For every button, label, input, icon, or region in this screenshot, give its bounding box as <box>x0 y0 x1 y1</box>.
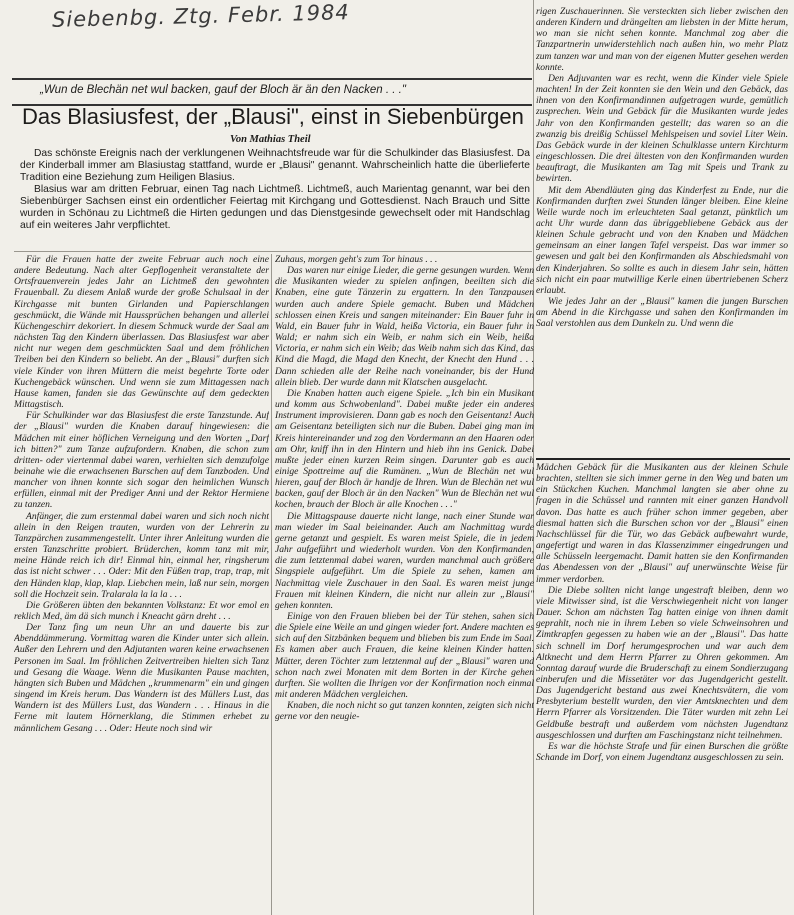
article-column-2 <box>275 254 534 914</box>
paragraph: Die Größeren übten den bekannten Volkstanz: Et wor emol en reklich Med, äm dä sich munch i Kneacht gärn dreht . . . <box>14 599 269 622</box>
lead-divider <box>14 251 532 252</box>
column-divider <box>271 254 272 915</box>
paragraph: Das waren nur einige Lieder, die gerne gesungen wurden. Wenn die Musikanten wieder zu spielen anfingen, beeilten sich die Knaben, eine gute Tänzerin zu ergattern. In den Tanzpausen wurden auch andere Spiele gemacht. Buben und Mädchen schlossen einen Kreis und sangen miteinander: Ein Bauer fuhr in Wald, ein Bauer fuhr in Wald, heißa Victoria, ein Bauer fuhr in Wald; er nahm sich ein Weib, er nahm sich ein Weib, heißa Victoria, er nahm sich ein Weib; das Weib nahm sich das Kind, das Kind die Magd, die Magd den Knecht, der Knecht den Hund . . . Dann schieden alle der Reihe nach voneinander, bis der Hund allein blieb. Der wurde dann mit Klatschen ausgelacht. <box>275 265 534 388</box>
motto-line: „Wun de Blechän net wul backen, gauf der Bloch är än den Nacken . . ." <box>40 84 406 96</box>
article-title: Das Blasiusfest, der „Blausi", einst in Siebenbürgen <box>22 104 524 129</box>
paragraph: Der Tanz fing um neun Uhr an und dauerte bis zur Abenddämmerung. Vormittag waren die Kinder unter sich allein. Außer den Lehrern und den Adjutanten waren keine erwachsenen Personen im Saal. Im fröhlichen Zeitvertreiben hielten sich Tanz und Gesang die Waage. Wenn die Musikanten Pause machten, hängten sich Buben und Mädchen „krummenarm" ein und gingen singend im Kreis herum. Das Wandern ist des Müllers Lust, das Wandern ist des Müllers Lust, das Wandern . . . Hinaus in die Ferne mit lautem Hörnerklang, die Stimmen erhebet zu männlichem Gesang . . . Oder: Heute noch sind wir <box>14 622 269 734</box>
article-byline: Von Mathias Theil <box>230 134 311 145</box>
lead-paragraph: Das schönste Ereignis nach der verklungenen Weihnachtsfreude war für die Schulkinder das Blasiusfest. Da der Kinderball immer am Blasiustag stattfand, wurde er „Blausi" genannt. Wahrscheinlich hatte die überlieferte Tradition eine Beziehung zum Heiligen Blasius. <box>20 148 530 183</box>
paragraph: Einige von den Frauen blieben bei der Tür stehen, sahen sich die Spiele eine Weile an und gingen wieder fort. Andere machten es sich auf den Sitzbänken bequem und blieben bis zum Ende im Saal. Es kamen aber auch Frauen, die keine kleinen Kinder hatten. Mütter, deren Töchter zum letztenmal auf der „Blausi" waren und schon nach zwei Monaten mit dem Borten in der Kirche gehen durften. Sie wollten die Ihrigen vor der Konfirmation noch einmal mit anderen Mädchen vergleichen. <box>275 611 534 701</box>
paragraph: Zuhaus, morgen geht's zum Tor hinaus . . . <box>275 254 438 265</box>
paragraph: Die Diebe sollten nicht lange ungestraft bleiben, denn wo viele Mitwisser sind, ist die Verschwiegenheit nicht von langer Dauer. Schon am nächsten Tag hatten einige von ihnen damit geprahlt, noch nie in ihrem Leben so viele Schweinsohren und Zimtkrapfen gegessen zu haben wie an der „Blausi". Das hatte sich schnell im Dorf herumgesprochen und war auch dem Altknecht und dem Herrn Pfarrer zu Ohren gekommen. Am Sonntag darauf wurde die Bruderschaft zu einem Sondierzugang einberufen und die Missetäter vor das Jugendgericht gestellt. Das Jugendgericht bestand aus zwei Knechtsvätern, die vom Presbyterium bestellt wurden, den vier Amtsknechten und dem Herrn Pfarrer als Vorsitzenden. Die Täter wurden mit zehn Lei Geldbuße bestraft und außerdem vom nächsten Jugendtanz ausgeschlossen und durften am Faschingstanz nicht teilnehmen. <box>536 584 788 741</box>
lead-paragraph: Blasius war am dritten Februar, einen Tag nach Lichtmeß. Lichtmeß, auch Marientag genannt, war bei den Siebenbürger Sachsen einst ein ordentlicher Feiertag mit Kirchgang und Gottesdienst. Nach Brauch und Sitte wurden in Schönau zu Lichtmeß die Hirten gedungen und das Dienstgesinde gewechselt oder mit Handschlag auf ein weiteres Jahr verpflichtet. <box>20 184 530 231</box>
paragraph: Den Adjuvanten war es recht, wenn die Kinder viele Spiele machten! In der Zeit konnten sie den Wein und den Gebäck, das ihnen von den Konfirmandinnen aufgetragen wurde, gemütlich zusprechen. Wein und Gebäck für die Musikanten wurde jedes Jahr von den Konfirmanden gestellt; das waren so an die zwanzig bis dreißig Schüssel Mehlspeisen und soviel Liter Wein. Das Gebäck wurde in der kleinen Schulklasse untern Kirchturm eingeschlossen. Die drei ältesten von den Konfirmanden wurden beauftragt, die Musikanten am Tag mit Speis und Trank zu bewirten. <box>536 72 788 185</box>
paragraph: Für Schulkinder war das Blasiusfest die erste Tanzstunde. Auf der „Blausi" wurden die Knaben darauf hingewiesen: die Mädchen mit einer höflichen Verneigung und den Worten „Darf ich bitten?" zum Tanze aufzufordern. Knaben, die schon zum dritten- oder viertenmal dabei waren, verhielten sich demzufolge beinahe wie die erwachsenen Burschen auf dem Tanzboden. Und mancher von ihnen konnte sich sogar den heimlichen Wunsch erfüllen, einmal mit der Prediger Anni und der Rektor Hermiene zu tanzen. <box>14 410 269 511</box>
handwritten-source-note: Siebenbg. Ztg. Febr. 1984 <box>51 0 351 32</box>
column-break-rule <box>536 458 790 460</box>
paragraph: Mädchen Gebäck für die Musikanten aus der kleinen Schule brachten, stellten sie sich immer gerne in den Weg und baten um ein Stückchen Kuchen. Manchmal langten sie aber ohne zu fragen in die Schüssel und rannten mit einer ganzen Handvoll davon. Das hatte es auch früher schon immer gegeben, aber diesmal hatten sich die Burschen schon vor der „Blausi" einen Nachschlüssel für die Tür, wo das Gebäck aufbewahrt wurde, angefertigt und waren in das Klassenzimmer eingedrungen und alle Schüsseln leergemacht. Damit hatten sie den Konfirmanden das Abendessen von der „Blausi" auf unerwünschte Weise für immer verdorben. <box>536 462 788 585</box>
paragraph: Die Mittagspause dauerte nicht lange, nach einer Stunde war man wieder im Saal beieinander. Auch am Nachmittag wurde gerne getanzt und gespielt. Es waren meist Spiele, die in jedem Jahr aufgeführt und wiederholt wurden. Von den Konfirmanden, die zum letztenmal dabei waren, wurden manchmal auch größere Singspiele aufgeführt. Um die Spiele zu sehen, kamen am Nachmittag viele Zuschauer in den Saal. Es waren meist junge Frauen mit kleinen Kindern, die nicht nur allein zur „Blausi" gehen konnten. <box>275 510 534 611</box>
article-column-1 <box>14 254 269 914</box>
paragraph: Es war die höchste Strafe und für einen Burschen die größte Schande im Dorf, von einem Jugendtanz ausgeschlossen zu sein. <box>536 740 788 764</box>
paragraph: rigen Zuschauerinnen. Sie versteckten sich lieber zwischen den anderen Kindern und drängelten am liebsten in der Mitte herum, wo man sie nicht sehen konnte. Manchmal zog aber die Tanzpartnerin unwiderstehlich nach außen hin, wo mehr Platz zum tanzen war und man von der eigenen Mutter gesehen werden konnte. <box>536 6 788 73</box>
paragraph: Mit dem Abendläuten ging das Kinderfest zu Ende, nur die Konfirmanden durften zwei Stunden länger bleiben. Eine kleine Weile wurde noch im erleuchteten Saal getanzt, pünktlich um acht Uhr wurde dann das übriggebliebene Gebäck aus der kleinen Schule gebracht und von den Knaben und Mädchen gemeinsam an einer langen Tafel verspeist. Das war immer so gewesen und galt bei den Konfirmanden als Abschiedsmahl von den Kinderjahren. So sollte es auch in diesem Jahr sein, hätten sich nicht ein paar mutwillige Kerle einen übertriebenen Scherz erlaubt. <box>536 184 788 296</box>
paragraph: Anfänger, die zum erstenmal dabei waren und sich noch nicht allein in den Reigen trauten, wurden von der Lehrerin zu Tanzpärchen zusammengestellt. Unter ihrer Anleitung wurden die ersten Tanzschritte probiert. Brüderchen, komm tanz mit mir, meine Hände reich ich dir! Einmal hin, einmal her, ringsherum das ist nicht schwer . . . Oder: Mit den Füßen trap, trap, trap, mit den Händen klap, klap, klap. Liebchen mein, laß nur sein, morgen soll die Hochzeit sein. Tralarala la la la . . . <box>14 510 269 600</box>
article-column-4 <box>536 462 788 914</box>
paragraph: Knaben, die noch nicht so gut tanzen konnten, zeigten sich nicht gerne vor den neugie- <box>275 700 534 723</box>
article-column-3 <box>536 6 788 458</box>
article-lead <box>20 148 530 232</box>
paragraph: Wie jedes Jahr an der „Blausi" kamen die jungen Burschen am Abend in die Kirchgasse und sahen den Konfirmanden im Saal verstohlen aus dem Dunkeln zu. Und wenn die <box>536 296 788 330</box>
paragraph: Für die Frauen hatte der zweite Februar auch noch eine andere Bedeutung. Nach alter Gepflogenheit veranstaltete der Ortsfrauenverein jedes Jahr an Lichtmeß den gewohnten Frauenball. Zu diesem Anlaß wurde der große Schulsaal in der Kirchgasse mit bunten Girlanden und Papierschlangen geschmückt, die Wände mit Haussprüchen behangen und allerlei Küchengeschirr dekoriert. In diesem Schmuck wurde der Saal am nächsten Tag den Kindern überlassen. Das Blasiusfest war aber nicht nur wegen dem geschmückten Saal und dem fröhlichen Treiben bei den Kindern so beliebt. An der „Blausi" durften sich viele Kinder von ihren Müttern die meist begehrte Torte oder Kuchengebäck wünschen. Und wenn sie zum Mittagessen nach Hause kamen, fanden sie das Gewünschte auf dem gedeckten Mittagstisch. <box>14 254 269 411</box>
paragraph: Die Knaben hatten auch eigene Spiele. „Ich bin ein Musikant und komm aus Schwobenland". Dabei mußte jeder ein anderes Instrument improvisieren. Dann gab es noch den Geisentanz! Auch am Geisentanz beteiligten sich nur die Buben. Dabei ging man im Kreis hintereinander und zog den Vordermann an den Haaren oder am Ohr, kniff ihn in den Hintern und hieb ihn ins Genick. Dabei mußte jeder einen kurzen Reim singen. Darunter gab es auch einige Spottreime auf die Rumänen. „Wun de Blechän net wul hieren, gauf der Bloch är handje de Ihren. Wun de Blechän net wul backen, gauf der Bloch är än den Nacken" Wun de Blechän net wul kochen, brauch der Bloch är alle Knochen . . ." <box>275 387 534 511</box>
